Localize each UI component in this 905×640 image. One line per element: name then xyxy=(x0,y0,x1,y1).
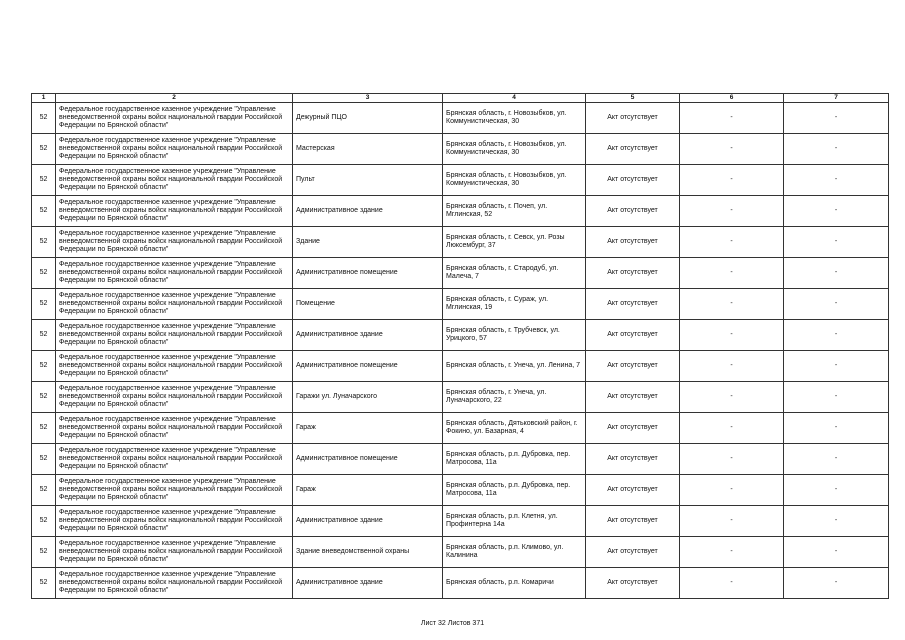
column-7-cell: - xyxy=(784,506,889,537)
column-7-cell: - xyxy=(784,289,889,320)
organization-cell: Федеральное государственное казенное учреждение "Управление вневедомственной охраны войск национальной гвардии Российской Федерации по Брянской области" xyxy=(56,320,293,351)
address-cell: Брянская область, г. Сураж, ул. Мглинская, 19 xyxy=(443,289,586,320)
row-number-cell: 52 xyxy=(32,475,56,506)
column-6-cell: - xyxy=(680,289,784,320)
address-cell: Брянская область, г. Новозыбков, ул. Коммунистическая, 30 xyxy=(443,165,586,196)
organization-cell: Федеральное государственное казенное учреждение "Управление вневедомственной охраны войск национальной гвардии Российской Федерации по Брянской области" xyxy=(56,227,293,258)
object-name-cell: Дежурный ПЦО xyxy=(293,103,443,134)
act-status-cell: Акт отсутствует xyxy=(586,103,680,134)
column-7-cell: - xyxy=(784,227,889,258)
column-6-cell: - xyxy=(680,227,784,258)
organization-cell: Федеральное государственное казенное учреждение "Управление вневедомственной охраны войск национальной гвардии Российской Федерации по Брянской области" xyxy=(56,351,293,382)
table-row xyxy=(32,475,889,506)
table-body xyxy=(32,103,889,599)
table-row xyxy=(32,165,889,196)
column-header-5: 5 xyxy=(586,94,680,103)
column-7-cell: - xyxy=(784,258,889,289)
object-name-cell: Гараж xyxy=(293,413,443,444)
column-header-4: 4 xyxy=(443,94,586,103)
column-6-cell: - xyxy=(680,165,784,196)
table-row xyxy=(32,196,889,227)
act-status-cell: Акт отсутствует xyxy=(586,134,680,165)
address-cell: Брянская область, Дятьковский район, г. Фокино, ул. Базарная, 4 xyxy=(443,413,586,444)
table-row xyxy=(32,413,889,444)
act-status-cell: Акт отсутствует xyxy=(586,537,680,568)
organization-cell: Федеральное государственное казенное учреждение "Управление вневедомственной охраны войск национальной гвардии Российской Федерации по Брянской области" xyxy=(56,537,293,568)
row-number-cell: 52 xyxy=(32,413,56,444)
act-status-cell: Акт отсутствует xyxy=(586,320,680,351)
object-name-cell: Административное здание xyxy=(293,506,443,537)
column-6-cell: - xyxy=(680,320,784,351)
row-number-cell: 52 xyxy=(32,196,56,227)
column-header-2: 2 xyxy=(56,94,293,103)
address-cell: Брянская область, р.п. Климово, ул. Калинина xyxy=(443,537,586,568)
address-cell: Брянская область, г. Новозыбков, ул. Коммунистическая, 30 xyxy=(443,134,586,165)
act-status-cell: Акт отсутствует xyxy=(586,289,680,320)
column-6-cell: - xyxy=(680,506,784,537)
column-7-cell: - xyxy=(784,196,889,227)
column-7-cell: - xyxy=(784,413,889,444)
row-number-cell: 52 xyxy=(32,134,56,165)
row-number-cell: 52 xyxy=(32,165,56,196)
column-7-cell: - xyxy=(784,134,889,165)
header-row xyxy=(32,94,889,103)
object-name-cell: Помещение xyxy=(293,289,443,320)
table-row xyxy=(32,103,889,134)
row-number-cell: 52 xyxy=(32,289,56,320)
act-status-cell: Акт отсутствует xyxy=(586,506,680,537)
row-number-cell: 52 xyxy=(32,351,56,382)
table-row xyxy=(32,568,889,599)
column-6-cell: - xyxy=(680,475,784,506)
object-name-cell: Административное помещение xyxy=(293,351,443,382)
column-6-cell: - xyxy=(680,258,784,289)
object-name-cell: Мастерская xyxy=(293,134,443,165)
address-cell: Брянская область, г. Новозыбков, ул. Коммунистическая, 30 xyxy=(443,103,586,134)
row-number-cell: 52 xyxy=(32,506,56,537)
address-cell: Брянская область, г. Севск, ул. Розы Люксембург, 37 xyxy=(443,227,586,258)
address-cell: Брянская область, г. Унеча, ул. Луначарского, 22 xyxy=(443,382,586,413)
address-cell: Брянская область, р.п. Клетня, ул. Профинтерна 14а xyxy=(443,506,586,537)
column-7-cell: - xyxy=(784,351,889,382)
object-name-cell: Административное здание xyxy=(293,320,443,351)
table-row xyxy=(32,258,889,289)
column-header-6: 6 xyxy=(680,94,784,103)
row-number-cell: 52 xyxy=(32,382,56,413)
row-number-cell: 52 xyxy=(32,568,56,599)
address-cell: Брянская область, г. Стародуб, ул. Малеча, 7 xyxy=(443,258,586,289)
column-header-1: 1 xyxy=(32,94,56,103)
column-7-cell: - xyxy=(784,165,889,196)
act-status-cell: Акт отсутствует xyxy=(586,227,680,258)
organization-cell: Федеральное государственное казенное учреждение "Управление вневедомственной охраны войск национальной гвардии Российской Федерации по Брянской области" xyxy=(56,196,293,227)
address-cell: Брянская область, г. Почеп, ул. Мглинская, 52 xyxy=(443,196,586,227)
column-7-cell: - xyxy=(784,568,889,599)
object-name-cell: Гараж xyxy=(293,475,443,506)
act-status-cell: Акт отсутствует xyxy=(586,475,680,506)
column-6-cell: - xyxy=(680,382,784,413)
organization-cell: Федеральное государственное казенное учреждение "Управление вневедомственной охраны войск национальной гвардии Российской Федерации по Брянской области" xyxy=(56,289,293,320)
column-7-cell: - xyxy=(784,475,889,506)
object-name-cell: Административное здание xyxy=(293,196,443,227)
address-cell: Брянская область, г. Унеча, ул. Ленина, 7 xyxy=(443,351,586,382)
organization-cell: Федеральное государственное казенное учреждение "Управление вневедомственной охраны войск национальной гвардии Российской Федерации по Брянской области" xyxy=(56,444,293,475)
organization-cell: Федеральное государственное казенное учреждение "Управление вневедомственной охраны войск национальной гвардии Российской Федерации по Брянской области" xyxy=(56,134,293,165)
address-cell: Брянская область, г. Трубчевск, ул. Урицкого, 57 xyxy=(443,320,586,351)
act-status-cell: Акт отсутствует xyxy=(586,444,680,475)
object-name-cell: Административное здание xyxy=(293,568,443,599)
act-status-cell: Акт отсутствует xyxy=(586,413,680,444)
row-number-cell: 52 xyxy=(32,320,56,351)
act-status-cell: Акт отсутствует xyxy=(586,165,680,196)
address-cell: Брянская область, р.п. Комаричи xyxy=(443,568,586,599)
column-7-cell: - xyxy=(784,382,889,413)
row-number-cell: 52 xyxy=(32,537,56,568)
column-6-cell: - xyxy=(680,351,784,382)
registry-table xyxy=(31,93,889,599)
table-row xyxy=(32,351,889,382)
organization-cell: Федеральное государственное казенное учреждение "Управление вневедомственной охраны войск национальной гвардии Российской Федерации по Брянской области" xyxy=(56,475,293,506)
table-row xyxy=(32,227,889,258)
object-name-cell: Административное помещение xyxy=(293,444,443,475)
column-6-cell: - xyxy=(680,134,784,165)
table-row xyxy=(32,134,889,165)
object-name-cell: Гаражи ул. Луначарского xyxy=(293,382,443,413)
act-status-cell: Акт отсутствует xyxy=(586,196,680,227)
column-6-cell: - xyxy=(680,537,784,568)
organization-cell: Федеральное государственное казенное учреждение "Управление вневедомственной охраны войск национальной гвардии Российской Федерации по Брянской области" xyxy=(56,103,293,134)
column-7-cell: - xyxy=(784,444,889,475)
table-row xyxy=(32,506,889,537)
row-number-cell: 52 xyxy=(32,258,56,289)
table-row xyxy=(32,382,889,413)
object-name-cell: Пульт xyxy=(293,165,443,196)
column-header-3: 3 xyxy=(293,94,443,103)
organization-cell: Федеральное государственное казенное учреждение "Управление вневедомственной охраны войск национальной гвардии Российской Федерации по Брянской области" xyxy=(56,165,293,196)
act-status-cell: Акт отсутствует xyxy=(586,568,680,599)
address-cell: Брянская область, р.п. Дубровка, пер. Матросова, 11а xyxy=(443,444,586,475)
act-status-cell: Акт отсутствует xyxy=(586,382,680,413)
page-footer: Лист 32 Листов 371 xyxy=(420,620,485,627)
organization-cell: Федеральное государственное казенное учреждение "Управление вневедомственной охраны войск национальной гвардии Российской Федерации по Брянской области" xyxy=(56,258,293,289)
column-7-cell: - xyxy=(784,320,889,351)
column-6-cell: - xyxy=(680,444,784,475)
row-number-cell: 52 xyxy=(32,103,56,134)
object-name-cell: Административное помещение xyxy=(293,258,443,289)
column-7-cell: - xyxy=(784,537,889,568)
object-name-cell: Здание xyxy=(293,227,443,258)
address-cell: Брянская область, р.п. Дубровка, пер. Матросова, 11а xyxy=(443,475,586,506)
row-number-cell: 52 xyxy=(32,444,56,475)
column-6-cell: - xyxy=(680,196,784,227)
organization-cell: Федеральное государственное казенное учреждение "Управление вневедомственной охраны войск национальной гвардии Российской Федерации по Брянской области" xyxy=(56,506,293,537)
column-7-cell: - xyxy=(784,103,889,134)
act-status-cell: Акт отсутствует xyxy=(586,258,680,289)
table-row xyxy=(32,289,889,320)
table-row xyxy=(32,444,889,475)
table-row xyxy=(32,537,889,568)
object-name-cell: Здание вневедомственной охраны xyxy=(293,537,443,568)
organization-cell: Федеральное государственное казенное учреждение "Управление вневедомственной охраны войск национальной гвардии Российской Федерации по Брянской области" xyxy=(56,568,293,599)
organization-cell: Федеральное государственное казенное учреждение "Управление вневедомственной охраны войск национальной гвардии Российской Федерации по Брянской области" xyxy=(56,382,293,413)
table-row xyxy=(32,320,889,351)
row-number-cell: 52 xyxy=(32,227,56,258)
column-6-cell: - xyxy=(680,103,784,134)
column-header-7: 7 xyxy=(784,94,889,103)
act-status-cell: Акт отсутствует xyxy=(586,351,680,382)
organization-cell: Федеральное государственное казенное учреждение "Управление вневедомственной охраны войск национальной гвардии Российской Федерации по Брянской области" xyxy=(56,413,293,444)
column-6-cell: - xyxy=(680,413,784,444)
column-6-cell: - xyxy=(680,568,784,599)
